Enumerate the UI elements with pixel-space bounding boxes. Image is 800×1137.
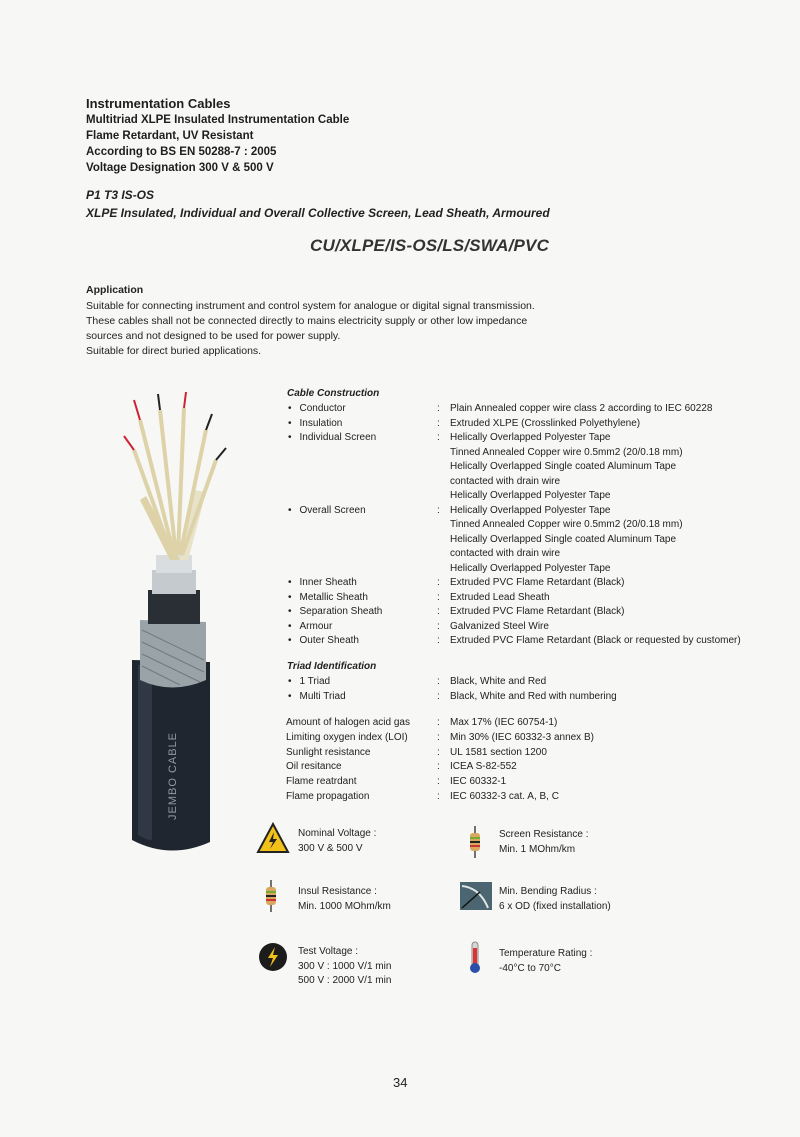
construction-value: Extruded Lead Sheath [450, 591, 550, 603]
construction-value: Extruded PVC Flame Retardant (Black) [450, 606, 625, 617]
colon-separator: : [437, 504, 440, 516]
lightning-bolt-icon [258, 942, 288, 972]
triad-label: • 1 Triad [286, 675, 436, 690]
product-code: P1 T3 IS-OS [86, 188, 155, 202]
property-value: IEC 60332-3 cat. A, B, C [450, 791, 559, 802]
property-value: ICEA S-82-552 [450, 761, 517, 773]
header-line: Voltage Designation 300 V & 500 V [86, 162, 274, 174]
spec-value: Min. 1 MOhm/km [499, 843, 576, 855]
colon-separator: : [437, 635, 440, 646]
construction-label: • Outer Sheath [286, 634, 436, 649]
construction-value: Helically Overlapped Polyester Tape [450, 562, 611, 574]
spec-test-voltage [298, 945, 391, 989]
property-label: Flame reatrdant [286, 776, 357, 788]
colon-separator: : [437, 690, 440, 702]
cable-illustration [110, 390, 260, 860]
colon-separator: : [437, 606, 440, 617]
application-line: Suitable for direct buried applications. [86, 345, 262, 357]
spec-temperature-rating [499, 947, 592, 976]
colon-separator: : [437, 791, 440, 802]
cable-brand-print: JEMBO CABLE [167, 731, 179, 820]
construction-label: • Conductor [286, 402, 436, 417]
spec-value: 300 V : 1000 V/1 min [298, 960, 392, 972]
spec-label: Temperature Rating : [499, 948, 593, 959]
high-voltage-warning-icon [256, 822, 290, 854]
page-number: 34 [393, 1075, 408, 1090]
spec-screen-resistance [499, 828, 589, 857]
colon-separator: : [437, 676, 440, 687]
spec-value: -40°C to 70°C [499, 962, 561, 974]
resistor-icon [264, 880, 278, 912]
property-label: Oil resitance [286, 761, 342, 773]
property-label: Flame propagation [286, 791, 370, 802]
construction-label: • Individual Screen [286, 431, 436, 446]
construction-value: Tinned Annealed Copper wire 0.5mm2 (20/0.18 mm) [450, 519, 683, 530]
header-line: According to BS EN 50288-7 : 2005 [86, 146, 277, 158]
spec-bending-radius [499, 885, 611, 914]
colon-separator: : [437, 620, 440, 632]
construction-label: • Inner Sheath [286, 576, 436, 591]
property-value: Max 17% (IEC 60754-1) [450, 717, 558, 728]
construction-value: Helically Overlapped Polyester Tape [450, 490, 611, 501]
construction-title: Cable Construction [287, 388, 380, 399]
spec-value: 300 V & 500 V [298, 842, 363, 854]
spec-value: Min. 1000 MOhm/km [298, 900, 391, 912]
construction-value: Plain Annealed copper wire class 2 according to IEC 60228 [450, 403, 713, 414]
construction-value: Galvanized Steel Wire [450, 620, 549, 632]
colon-separator: : [437, 432, 440, 443]
application-line: These cables shall not be connected directly to mains electricity supply or other low impedance [86, 315, 528, 327]
spec-label: Nominal Voltage : [298, 828, 377, 839]
spec-label: Insul Resistance : [298, 886, 377, 897]
property-label: Sunlight resistance [286, 746, 371, 758]
spec-insul-resistance [298, 885, 391, 914]
document-header [86, 96, 349, 176]
colon-separator: : [437, 591, 440, 603]
construction-value: Helically Overlapped Single coated Aluminum Tape [450, 461, 677, 472]
product-designation: CU/XLPE/IS-OS/LS/SWA/PVC [310, 236, 550, 255]
application-line: sources and not designed to be used for power supply. [86, 330, 341, 342]
colon-separator: : [437, 746, 440, 758]
application-line: Suitable for connecting instrument and control system for analogue or digital signal transmission. [86, 300, 535, 312]
colon-separator: : [437, 577, 440, 588]
resistor-icon [468, 826, 482, 858]
construction-value: Helically Overlapped Polyester Tape [450, 432, 611, 443]
product-description: XLPE Insulated, Individual and Overall Collective Screen, Lead Sheath, Armoured [86, 206, 550, 220]
construction-label: • Metallic Sheath [286, 591, 436, 606]
bending-radius-icon [460, 882, 492, 910]
construction-value: Extruded PVC Flame Retardant (Black) [450, 577, 625, 588]
colon-separator: : [437, 717, 440, 728]
product-subheader [86, 186, 550, 222]
construction-value: Helically Overlapped Polyester Tape [450, 504, 611, 516]
spec-label: Screen Resistance : [499, 829, 589, 840]
thermometer-icon [468, 940, 482, 974]
triad-title: Triad Identification [287, 661, 377, 672]
spec-nominal-voltage [298, 827, 376, 856]
construction-value: Helically Overlapped Single coated Aluminum Tape [450, 533, 677, 545]
colon-separator: : [437, 776, 440, 788]
page-title: Instrumentation Cables [86, 96, 231, 111]
construction-value: contacted with drain wire [450, 548, 561, 559]
property-label: Limiting oxygen index (LOI) [286, 731, 408, 743]
spec-value: 6 x OD (fixed installation) [499, 900, 611, 912]
spec-label: Test Voltage : [298, 946, 359, 957]
application-section [86, 283, 586, 359]
colon-separator: : [437, 417, 440, 429]
property-label: Amount of halogen acid gas [286, 717, 410, 728]
construction-value: Tinned Annealed Copper wire 0.5mm2 (20/0.18 mm) [450, 446, 683, 458]
construction-label: • Insulation [286, 417, 436, 432]
construction-label: • Overall Screen [286, 504, 436, 519]
triad-value: Black, White and Red with numbering [450, 690, 617, 702]
colon-separator: : [437, 761, 440, 773]
construction-label: • Armour [286, 620, 436, 635]
construction-label: • Separation Sheath [286, 605, 436, 620]
triad-value: Black, White and Red [450, 676, 547, 687]
property-value: Min 30% (IEC 60332-3 annex B) [450, 731, 594, 743]
construction-value: Extruded PVC Flame Retardant (Black or requested by customer) [450, 635, 741, 646]
header-line: Multitriad XLPE Insulated Instrumentation Cable [86, 114, 350, 126]
application-title: Application [86, 284, 144, 296]
property-value: UL 1581 section 1200 [450, 746, 547, 758]
spec-label: Min. Bending Radius : [499, 886, 597, 897]
colon-separator: : [437, 731, 440, 743]
triad-label: • Multi Triad [286, 690, 436, 705]
spec-value: 500 V : 2000 V/1 min [298, 975, 392, 986]
header-line: Flame Retardant, UV Resistant [86, 130, 254, 142]
property-value: IEC 60332-1 [450, 776, 507, 788]
construction-value: contacted with drain wire [450, 475, 561, 487]
construction-value: Extruded XLPE (Crosslinked Polyethylene) [450, 417, 641, 429]
colon-separator: : [437, 403, 440, 414]
